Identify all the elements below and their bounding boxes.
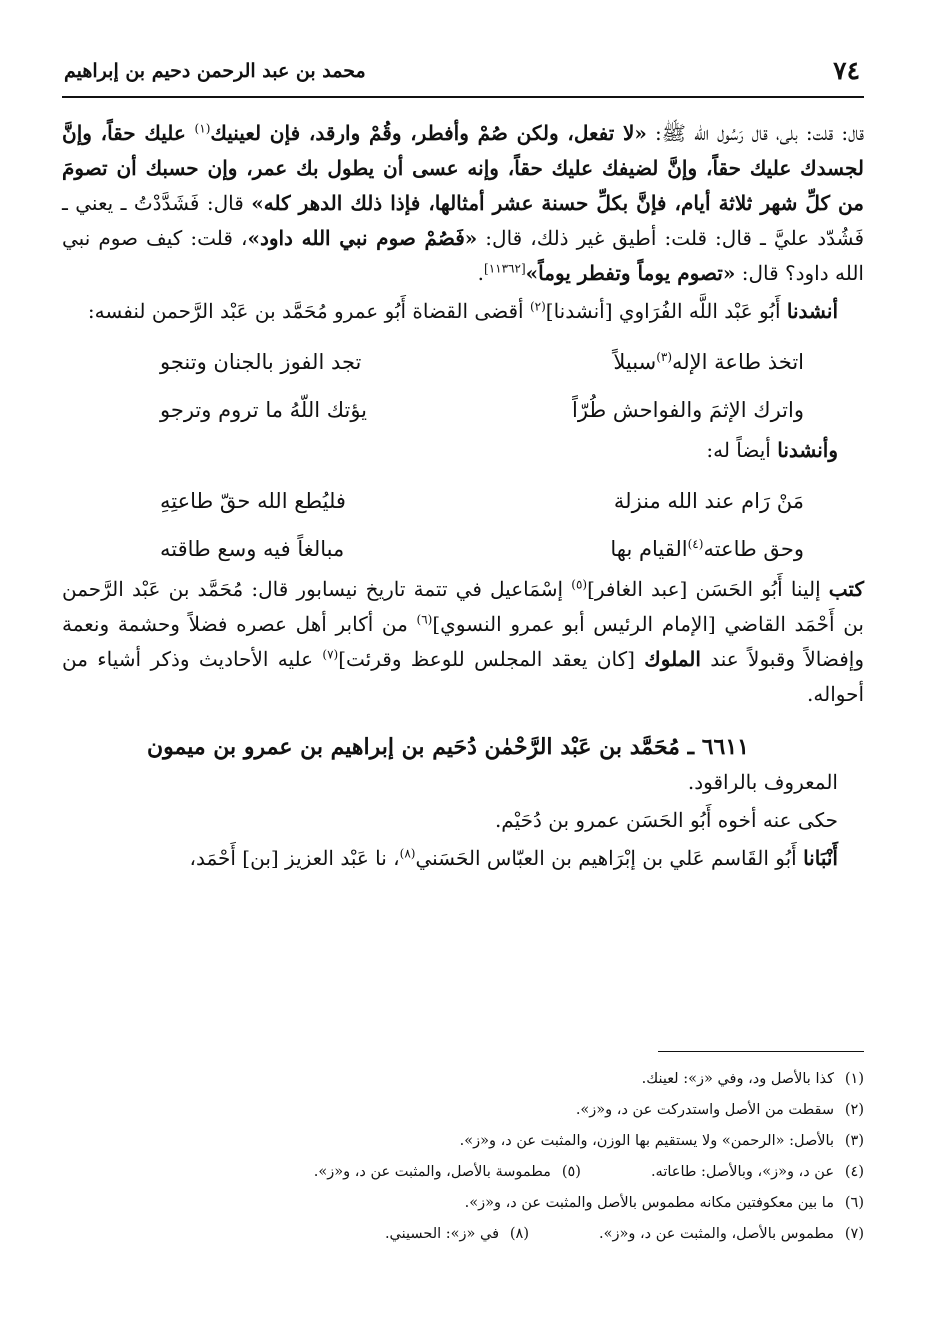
text-span: القيام بها xyxy=(610,536,688,561)
footnote-number: (١) xyxy=(844,1071,864,1087)
bold-quote: «فَصُمْ صوم نبي الله داود» xyxy=(247,226,478,250)
page-number: ٧٤ xyxy=(833,56,860,85)
verse-hemistich-right xyxy=(610,532,804,567)
footnote-item xyxy=(62,1219,864,1250)
paragraph-narrated: حكى عنه أخوه أَبُو الحَسَن عمرو بن دُحَيْم. xyxy=(494,808,838,832)
footnote-text: في «ز»: الحسيني. xyxy=(384,1226,500,1242)
verse-hemistich-left: تجد الفوز بالجنان وتنجو xyxy=(160,349,362,374)
text-span: وحق طاعته xyxy=(703,536,804,561)
footnote-text: بالأصل: «الرحمن» ولا يستقيم بها الوزن، والمثبت عن د، و«ز». xyxy=(459,1133,834,1149)
verse-hemistich-right xyxy=(613,345,804,380)
bold-quote: «تصوم يوماً وتفطر يوماً» xyxy=(525,261,736,285)
paragraph-recital xyxy=(62,294,864,329)
verse-line-2 xyxy=(62,387,864,433)
bold-keyword: وأنشدنا xyxy=(777,438,838,462)
paragraph-biography xyxy=(62,572,864,712)
running-head: محمد بن عبد الرحمن دحيم بن إبراهيم xyxy=(64,60,366,82)
footnote-ref-6: (٦) xyxy=(416,612,433,627)
verse-line-3 xyxy=(62,478,864,524)
paragraph-recital-2 xyxy=(62,433,864,468)
footnote-ref-7: (٧) xyxy=(322,647,339,662)
text-span: عليه الأحاديث وذكر أشياء من أحواله. xyxy=(62,647,864,706)
footnote-number: (٤) xyxy=(844,1164,864,1180)
footnote-item xyxy=(62,1064,864,1095)
paragraph-chain xyxy=(62,841,864,876)
footnote-ref-5: (٥) xyxy=(571,577,588,592)
text-span: [كان يعقد المجلس للوعظ وقرئت] xyxy=(338,647,645,671)
bold-keyword: كتب xyxy=(828,577,864,601)
footnote-divider xyxy=(658,1051,864,1052)
verse-hemistich-right: واترك الإثمَ والفواحش طُرّاً xyxy=(572,397,804,422)
text-span: أقضى القضاة أَبُو عمرو مُحَمَّد بن عَبْد الرَّحمن لنفسه: xyxy=(87,299,530,323)
bold-keyword: الملوك xyxy=(644,647,701,671)
verse-line-4 xyxy=(62,526,864,572)
paragraph-hadith xyxy=(62,116,864,291)
footnote-number: (٣) xyxy=(844,1133,864,1149)
bold-quote: «لا تفعل، ولكن صُمْ وأفطر، وقُمْ وارقد، فإن لعينيك xyxy=(210,121,647,145)
footnote-text: مطموسة بالأصل، والمثبت عن د، و«ز». xyxy=(313,1164,551,1180)
bold-quote: عليك حقاً، وإنَّ لجسدك عليك حقاً، وإنَّ لضيفك عليك حقاً، وإنه عسى أن يطول بك عمر، وإن حسبك أن تصومَ من كلِّ شهر ثلاثة أيام، فإنَّ بكلِّ حسنة عشر أمثالها، فإذا ذلك الدهر كله» xyxy=(62,121,864,215)
text-span: قال: قلت: بلى، قال رَسُول الله ﷺ: xyxy=(646,121,865,145)
footnote-ref-4: (٤) xyxy=(687,536,704,551)
footnote-item xyxy=(62,1126,864,1157)
footnote-number: (٧) xyxy=(844,1226,864,1242)
page-header xyxy=(62,50,864,98)
footnote-number: (٦) xyxy=(844,1195,864,1211)
footnote-item xyxy=(62,1095,864,1126)
footnotes xyxy=(62,1064,864,1250)
footnote-text: مطموس بالأصل، والمثبت عن د، و«ز». xyxy=(599,1226,834,1242)
text-span: أَبُو القَاسم عَلي بن إبْرَاهيم بن العبّاس الحَسَني xyxy=(415,846,804,870)
verse-hemistich-right: مَنْ رَام عند الله منزلة xyxy=(613,488,804,513)
text-span: سبيلاً xyxy=(613,349,657,374)
footnote-ref-1: (١) xyxy=(194,121,211,136)
text-span: أيضاً له: xyxy=(706,438,778,462)
bold-keyword: أنشدنا xyxy=(786,299,838,323)
text-span: اتخذ طاعة الإله xyxy=(672,349,804,374)
footnote-item xyxy=(62,1157,864,1188)
paragraph-known-as: المعروف بالراقود. xyxy=(687,770,838,794)
footnote-number: (٥) xyxy=(561,1164,581,1180)
main-text xyxy=(62,116,864,876)
verse-line-1 xyxy=(62,339,864,385)
footnote-text: سقطت من الأصل واستدركت عن د، و«ز». xyxy=(575,1102,834,1118)
verse-hemistich-left: يؤتك اللّهُ ما تروم وترجو xyxy=(160,397,368,422)
footnote-number: (٨) xyxy=(509,1226,530,1242)
text-span: من أكابر أهل عصره فضلاً وحشمة ونعمة وإفضالاً وقبولاً عند xyxy=(62,612,864,671)
text-span: ، قلت: كيف صوم نبي الله داود؟ قال: xyxy=(62,226,864,285)
text-span: إسْمَاعيل في تتمة تاريخ نيسابور قال: مُحَمَّد بن عَبْد الرَّحمن بن أَحْمَد القاضي [الإمام الرئيس أبو عمرو النسوي] xyxy=(62,577,864,636)
footnote-text: كذا بالأصل ود، وفي «ز»: لعينك. xyxy=(641,1071,834,1087)
footnote-text: عن د، و«ز»، وبالأصل: طاعاته. xyxy=(650,1164,834,1180)
footnote-item xyxy=(62,1188,864,1219)
text-span: إلينا أَبُو الحَسَن [عبد الغافر] xyxy=(587,577,829,601)
footnote-number: (٢) xyxy=(844,1102,864,1118)
bold-keyword: أَنْبَانا xyxy=(803,846,838,870)
footnote-ref-2: (٢) xyxy=(529,299,546,314)
entry-title: ٦٦١١ ـ مُحَمَّد بن عَبْد الرَّحْمٰن دُحَيم بن إبراهيم بن عمرو بن ميمون xyxy=(146,734,749,760)
footnote-ref-8: (٨) xyxy=(399,846,416,861)
reference-number: [١١٣٦٢] xyxy=(484,261,526,276)
text-span: ، نا عَبْد العزيز [بن] أَحْمَد، xyxy=(189,846,400,870)
footnote-text: ما بين معكوفتين مكانه مطموس بالأصل والمثبت عن د، و«ز». xyxy=(464,1195,834,1211)
text-span: . xyxy=(477,261,485,285)
verse-hemistich-left: فليُطع الله حقّ طاعتِهِ xyxy=(160,488,346,513)
text-span: قال: فَشَدَّدْتُ ـ يعني ـ فَشُدّد عليَّ ـ قال: قلت: أطيق غير ذلك، قال: xyxy=(62,191,865,250)
verse-hemistich-left: مبالغاً فيه وسع طاقته xyxy=(160,536,345,561)
footnote-ref-3: (٣) xyxy=(656,349,673,364)
text-span: أَبُو عَبْد اللَّه الفُرَاوي [أنشدنا] xyxy=(545,299,787,323)
